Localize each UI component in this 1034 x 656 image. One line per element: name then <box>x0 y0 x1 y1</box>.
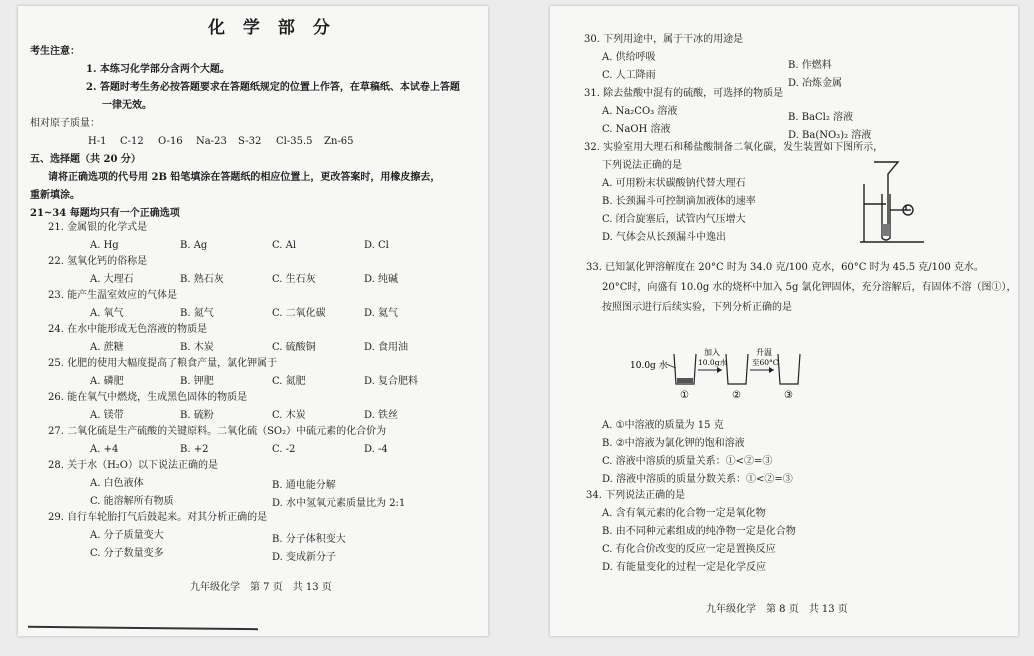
option: C. -2 <box>272 444 296 455</box>
section-title: 化 学 部 分 <box>208 18 336 38</box>
option: D. Cl <box>364 240 389 251</box>
beaker-label-3: ③ <box>784 390 793 401</box>
option: A. 氧气 <box>90 308 124 319</box>
option: D. 水中氢氧元素质量比为 2:1 <box>272 498 406 509</box>
option: C. 溶液中溶质的质量关系：①<②=③ <box>602 456 773 467</box>
beaker-label-1: ① <box>680 390 689 401</box>
option: D. Ba(NO₃)₂ 溶液 <box>788 130 872 141</box>
option: B. 木炭 <box>180 342 214 353</box>
section-heading: 五、选择题（共 20 分） <box>30 154 141 165</box>
question-stem: 25. 化肥的使用大幅度提高了粮食产量，氯化钾属于 <box>48 358 278 369</box>
atomic-mass: Na-23 <box>196 136 227 147</box>
atomic-mass: O-16 <box>158 136 183 147</box>
option: B. 硫粉 <box>180 410 214 421</box>
option: A. ①中溶液的质量为 15 克 <box>602 420 724 431</box>
option: D. 气体会从长颈漏斗中逸出 <box>602 232 727 243</box>
option: A. 供给呼吸 <box>602 52 656 63</box>
option: B. 钾肥 <box>180 376 214 387</box>
atomic-mass: C-12 <box>120 136 144 147</box>
option: C. NaOH 溶液 <box>602 124 671 135</box>
option: B. 通电能分解 <box>272 480 336 491</box>
question-stem: 23. 能产生温室效应的气体是 <box>48 290 178 301</box>
question-stem: 27. 二氧化硫是生产硫酸的关键原料。二氧化硫（SO₂）中硫元素的化合价为 <box>48 426 387 437</box>
option: B. Ag <box>180 240 208 251</box>
atomic-mass-heading: 相对原子质量： <box>30 118 100 129</box>
option: A. 蔗糖 <box>90 342 124 353</box>
atomic-mass: Cl-35.5 <box>276 136 313 147</box>
notice-heading: 考生注意： <box>30 46 80 57</box>
option: A. 可用粉末状碳酸钠代替大理石 <box>602 178 746 189</box>
scan-edge-line <box>28 626 258 630</box>
option: D. 变成新分子 <box>272 552 337 563</box>
option: D. 纯碱 <box>364 274 399 285</box>
add-amount-label: 10.0g水 <box>698 358 728 367</box>
question-stem: 28. 关于水（H₂O）以下说法正确的是 <box>48 460 219 471</box>
notice-2: 2. 答题时考生务必按答题要求在答题纸规定的位置上作答，在草稿纸、本试卷上答题 <box>86 82 460 93</box>
option: C. 氮肥 <box>272 376 306 387</box>
option: D. 有能量变化的过程一定是化学反应 <box>602 562 767 573</box>
option: A. 镁带 <box>90 410 124 421</box>
option: B. 长颈漏斗可控制滴加液体的速率 <box>602 196 756 207</box>
beaker-label-2: ② <box>732 390 741 401</box>
co2-apparatus-diagram <box>850 154 930 246</box>
exam-page-8 <box>550 6 1018 636</box>
option: A. 大理石 <box>90 274 134 285</box>
option: D. 食用油 <box>364 342 409 353</box>
question-stem: 29. 自行车轮胎打气后鼓起来。对其分析正确的是 <box>48 512 268 523</box>
option: B. 氮气 <box>180 308 214 319</box>
heat-label: 升温 <box>756 348 772 357</box>
option: B. 熟石灰 <box>180 274 224 285</box>
option: C. 人工降雨 <box>602 70 656 81</box>
option: A. 白色液体 <box>90 478 144 489</box>
notice-1: 1. 本练习化学部分含两个大题。 <box>86 64 230 75</box>
question-stem: 21. 金属银的化学式是 <box>48 222 148 233</box>
option: B. 分子体积变大 <box>272 534 346 545</box>
question-stem: 32. 实验室用大理石和稀盐酸制备二氧化碳，发生装置如下图所示， <box>584 142 884 153</box>
option: A. 磷肥 <box>90 376 124 387</box>
option: D. 复合肥料 <box>364 376 419 387</box>
instruction-line-1: 请将正确选项的代号用 2B 铅笔填涂在答题纸的相应位置上，更改答案时，用橡皮擦去， <box>48 172 441 183</box>
question-stem-cont: 按照图示进行后续实验，下列分析正确的是 <box>602 302 792 313</box>
option: D. 氦气 <box>364 308 399 319</box>
question-stem-cont: 20°C时，向盛有 10.0g 水的烧杯中加入 5g 氯化钾固体，充分溶解后，有固体不溶（图①）， <box>602 282 1017 293</box>
option: C. 分子数量变多 <box>90 548 164 559</box>
option: B. BaCl₂ 溶液 <box>788 112 854 123</box>
option: B. +2 <box>180 444 209 455</box>
option: C. Al <box>272 240 297 251</box>
option: B. 由不同种元素组成的纯净物一定是化合物 <box>602 526 796 537</box>
question-stem: 33. 已知氯化钾溶解度在 20°C 时为 34.0 克/100 克水，60°C 时为 45.5 克/100 克水。 <box>586 262 984 273</box>
question-stem: 30. 下列用途中，属于干冰的用途是 <box>584 34 744 45</box>
subsection-heading: 21~34 每题均只有一个正确选项 <box>30 208 180 219</box>
option: D. 冶炼金属 <box>788 78 843 89</box>
option: C. 能溶解所有物质 <box>90 496 174 507</box>
atomic-mass: S-32 <box>238 136 262 147</box>
heat-temp-label: 至60°C <box>752 358 779 367</box>
option: C. 硫酸铜 <box>272 342 316 353</box>
question-stem: 26. 能在氧气中燃烧，生成黑色固体的物质是 <box>48 392 248 403</box>
option: A. 分子质量变大 <box>90 530 164 541</box>
option: C. 生石灰 <box>272 274 316 285</box>
option: C. 二氧化碳 <box>272 308 326 319</box>
option: C. 闭合旋塞后，试管内气压增大 <box>602 214 746 225</box>
notice-2-cont: 一律无效。 <box>102 100 152 111</box>
option: A. 含有氧元素的化合物一定是氧化物 <box>602 508 766 519</box>
option: D. -4 <box>364 444 388 455</box>
option: B. 作燃料 <box>788 60 832 71</box>
atomic-mass: Zn-65 <box>324 136 354 147</box>
water-label: 10.0g 水 <box>630 361 668 371</box>
page-footer: 九年级化学 第 8 页 共 13 页 <box>706 604 848 615</box>
atomic-mass: H-1 <box>88 136 107 147</box>
option: A. +4 <box>90 444 119 455</box>
page-footer: 九年级化学 第 7 页 共 13 页 <box>190 582 332 593</box>
instruction-line-2: 重新填涂。 <box>30 190 80 201</box>
option: D. 铁丝 <box>364 410 399 421</box>
option: C. 木炭 <box>272 410 306 421</box>
question-stem: 24. 在水中能形成无色溶液的物质是 <box>48 324 208 335</box>
add-label: 加入 <box>704 348 720 357</box>
exam-page-7 <box>18 6 488 636</box>
option: D. 溶液中溶质的质量分数关系：①<②=③ <box>602 474 793 485</box>
option: C. 有化合价改变的反应一定是置换反应 <box>602 544 776 555</box>
question-stem: 22. 氢氧化钙的俗称是 <box>48 256 148 267</box>
option: A. Na₂CO₃ 溶液 <box>602 106 678 117</box>
option: B. ②中溶液为氯化钾的饱和溶液 <box>602 438 745 449</box>
beaker-experiment-diagram <box>628 342 828 402</box>
option: A. Hg <box>90 240 119 251</box>
question-stem-cont: 下列说法正确的是 <box>602 160 682 171</box>
question-stem: 34. 下列说法正确的是 <box>586 490 686 501</box>
question-stem: 31. 除去盐酸中混有的硫酸，可选择的物质是 <box>584 88 784 99</box>
